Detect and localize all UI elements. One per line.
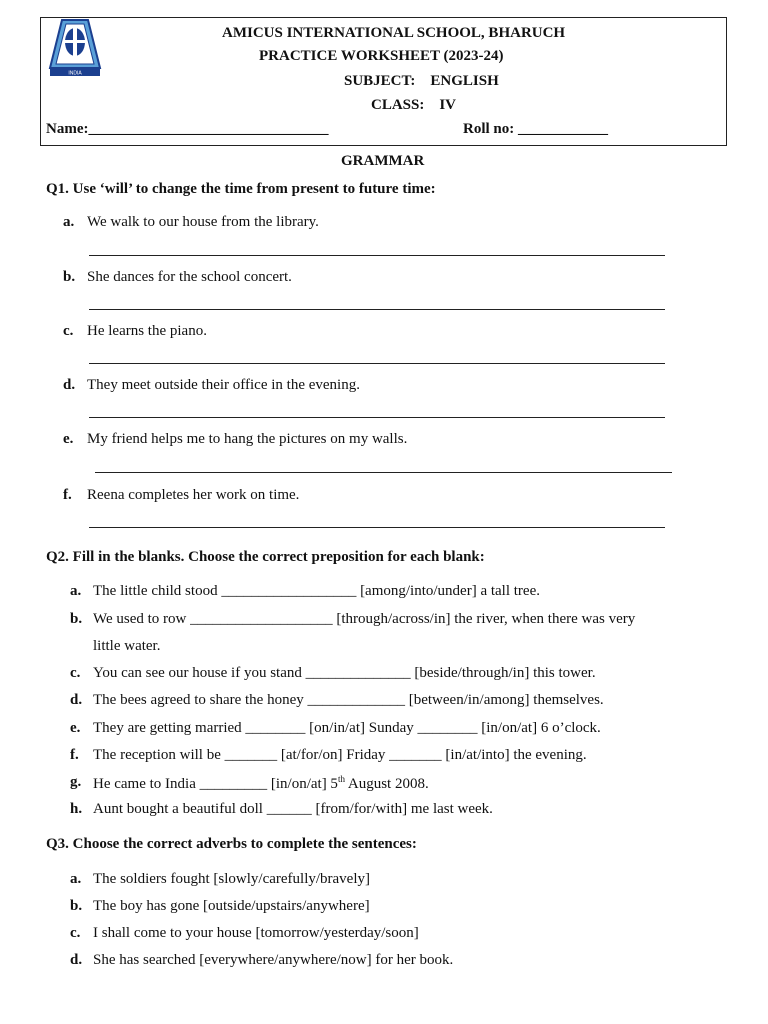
q2-item-text-continued: little water. — [93, 638, 161, 654]
q2-item-letter: h. — [70, 801, 83, 817]
q3-item-letter: b. — [70, 898, 83, 914]
school-name: AMICUS INTERNATIONAL SCHOOL, BHARUCH — [222, 25, 566, 41]
q2-item-text: They are getting married ________ [on/in/at] Sunday ________ [in/on/at] 6 o’clock. — [93, 720, 601, 736]
q1-item-letter: c. — [63, 323, 74, 339]
q3-item-text: The soldiers fought [slowly/carefully/bravely] — [93, 871, 371, 887]
q1-item-text: My friend helps me to hang the pictures on my walls. — [87, 431, 408, 447]
subject-label: SUBJECT: ENGLISH — [344, 73, 499, 89]
q1-item-text: They meet outside their office in the evening. — [87, 377, 360, 393]
q1-item-letter: a. — [63, 214, 75, 230]
q3-item-text: She has searched [everywhere/anywhere/now] for her book. — [93, 952, 454, 968]
q2-item-letter: b. — [70, 611, 83, 627]
svg-text:INDIA: INDIA — [68, 70, 82, 77]
answer-line[interactable] — [89, 417, 665, 418]
q3-item-text: I shall come to your house [tomorrow/yesterday/soon] — [93, 925, 419, 941]
q3-item-letter: d. — [70, 952, 83, 968]
q1-item-letter: f. — [63, 487, 72, 503]
section-title: GRAMMAR — [341, 153, 425, 169]
q3-item-text: The boy has gone [outside/upstairs/anywhere] — [93, 898, 370, 914]
q1-item-text: He learns the piano. — [87, 323, 207, 339]
q2-item-text: The reception will be _______ [at/for/on] Friday _______ [in/at/into] the evening. — [93, 747, 587, 763]
q2-item-letter: f. — [70, 747, 79, 763]
answer-line[interactable] — [89, 309, 665, 310]
q1-item-letter: d. — [63, 377, 76, 393]
worksheet-title: PRACTICE WORKSHEET (2023-24) — [259, 48, 504, 64]
q2-item-letter: g. — [70, 774, 82, 790]
q3-item-letter: a. — [70, 871, 82, 887]
q2-title: Q2. Fill in the blanks. Choose the correct preposition for each blank: — [46, 549, 485, 565]
answer-line[interactable] — [89, 527, 665, 528]
q3-title: Q3. Choose the correct adverbs to complete the sentences: — [46, 836, 417, 852]
q2-item-letter: e. — [70, 720, 81, 736]
name-field[interactable]: Name:________________________________ — [46, 121, 329, 137]
q1-item-text: Reena completes her work on time. — [87, 487, 300, 503]
q1-item-text: She dances for the school concert. — [87, 269, 292, 285]
q2-item-letter: c. — [70, 665, 81, 681]
q2-item-letter: a. — [70, 583, 82, 599]
q1-item-letter: b. — [63, 269, 76, 285]
q1-item-letter: e. — [63, 431, 74, 447]
school-logo-icon — [48, 18, 102, 78]
q2-item-text: The little child stood __________________ [among/into/under] a tall tree. — [93, 583, 540, 599]
answer-line[interactable] — [89, 363, 665, 364]
q2-item-text: He came to India _________ [in/on/at] 5th August 2008. — [93, 774, 429, 792]
roll-no-field[interactable]: Roll no: ____________ — [463, 121, 609, 137]
q2-item-text: You can see our house if you stand ______________ [beside/through/in] this tower. — [93, 665, 596, 681]
q2-item-text: We used to row ___________________ [through/across/in] the river, when there was very — [93, 611, 636, 627]
q3-item-letter: c. — [70, 925, 81, 941]
q1-item-text: We walk to our house from the library. — [87, 214, 319, 230]
answer-line[interactable] — [89, 255, 665, 256]
q1-title: Q1. Use ‘will’ to change the time from present to future time: — [46, 181, 436, 197]
q2-item-text: Aunt bought a beautiful doll ______ [from/for/with] me last week. — [93, 801, 493, 817]
class-label: CLASS: IV — [371, 97, 457, 113]
q2-item-letter: d. — [70, 692, 83, 708]
q2-item-text: The bees agreed to share the honey _____________ [between/in/among] themselves. — [93, 692, 604, 708]
answer-line[interactable] — [95, 472, 672, 473]
